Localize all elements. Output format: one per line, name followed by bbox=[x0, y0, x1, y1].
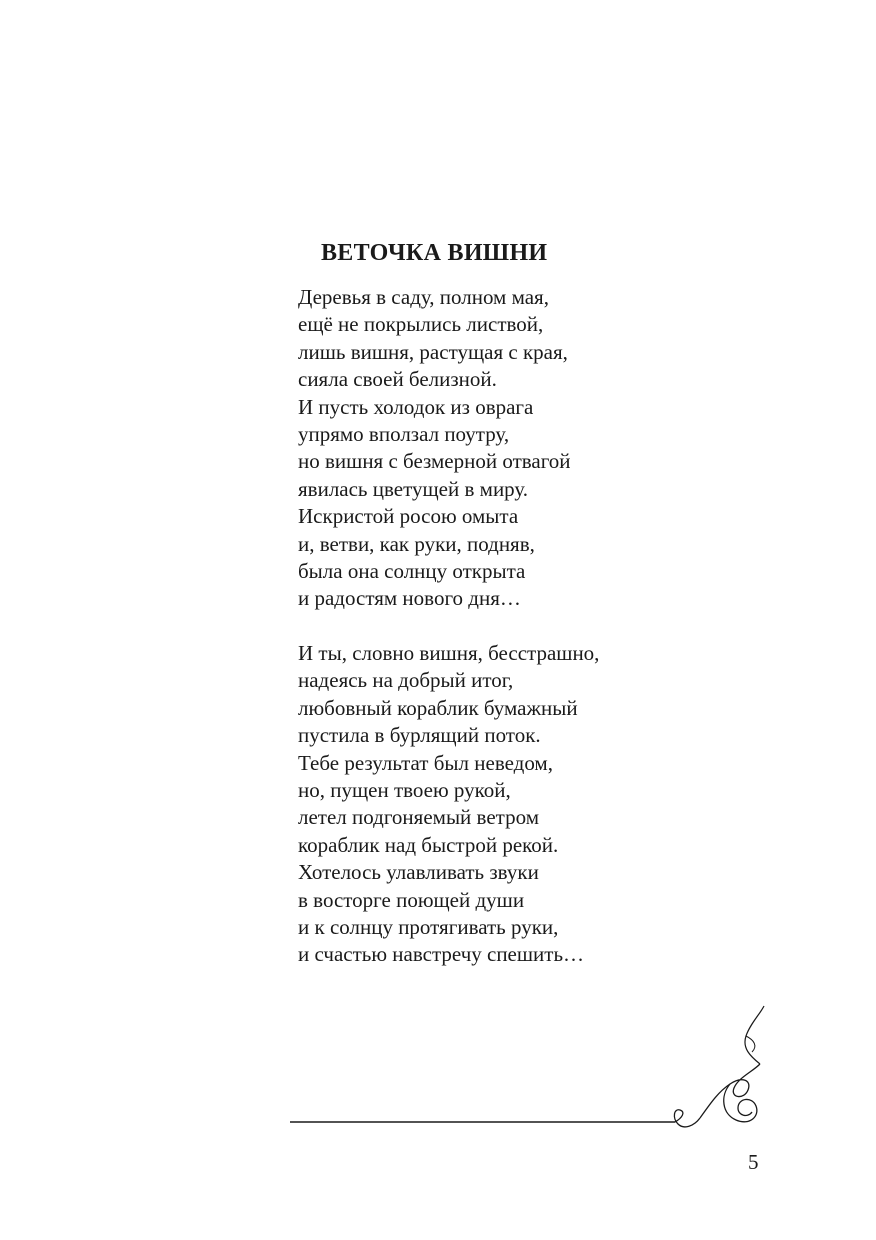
stanza-2 bbox=[298, 640, 599, 969]
poem-line: в восторге поющей души bbox=[298, 887, 525, 912]
poem-line: сияла своей белизной. bbox=[298, 367, 497, 392]
poem-line: явилась цветущей в миру. bbox=[298, 476, 529, 501]
poem-line: и к солнцу протягивать руки, bbox=[298, 915, 559, 940]
poem-line: и радостям нового дня… bbox=[298, 586, 521, 611]
poem-line: и счастью навстречу спешить… bbox=[298, 942, 585, 967]
flourish-tail bbox=[745, 1006, 764, 1064]
poem-line: И пусть холодок из оврага bbox=[298, 394, 534, 419]
poem-line: но, пущен твоею рукой, bbox=[298, 778, 511, 803]
poem-line: Искристой росою омыта bbox=[298, 504, 519, 529]
poem-line: И ты, словно вишня, бесстрашно, bbox=[298, 641, 600, 665]
poem-line: упрямо вползал поутру, bbox=[298, 422, 510, 447]
poem-line: ещё не покрылись листвой, bbox=[298, 312, 544, 337]
poem-title: ВЕТОЧКА ВИШНИ bbox=[321, 240, 548, 266]
poem-line: кораблик над быстрой рекой. bbox=[298, 832, 559, 857]
stanza-1 bbox=[298, 284, 571, 613]
poem-line: была она солнцу открыта bbox=[298, 559, 526, 584]
flourish-swirl bbox=[700, 1064, 760, 1118]
poem-line: надеясь на добрый итог, bbox=[298, 668, 514, 693]
poem-line: Деревья в саду, полном мая, bbox=[298, 285, 549, 309]
page-number: 5 bbox=[748, 1150, 759, 1174]
poem-line: Хотелось улавливать звуки bbox=[298, 860, 539, 885]
poem-line: Тебе результат был неведом, bbox=[298, 750, 553, 775]
flourish-curl bbox=[724, 1084, 757, 1122]
poem-line: лишь вишня, растущая с края, bbox=[298, 339, 568, 364]
flourish-icon bbox=[290, 1000, 790, 1140]
flourish-loop bbox=[674, 1110, 700, 1127]
poem-line: и, ветви, как руки, подняв, bbox=[298, 531, 535, 556]
poem-line: пустила в бурлящий поток. bbox=[298, 723, 541, 748]
poem-line: любовный кораблик бумажный bbox=[298, 695, 578, 720]
poem-line: летел подгоняемый ветром bbox=[298, 805, 539, 830]
poem-line: но вишня с безмерной отвагой bbox=[298, 449, 571, 474]
